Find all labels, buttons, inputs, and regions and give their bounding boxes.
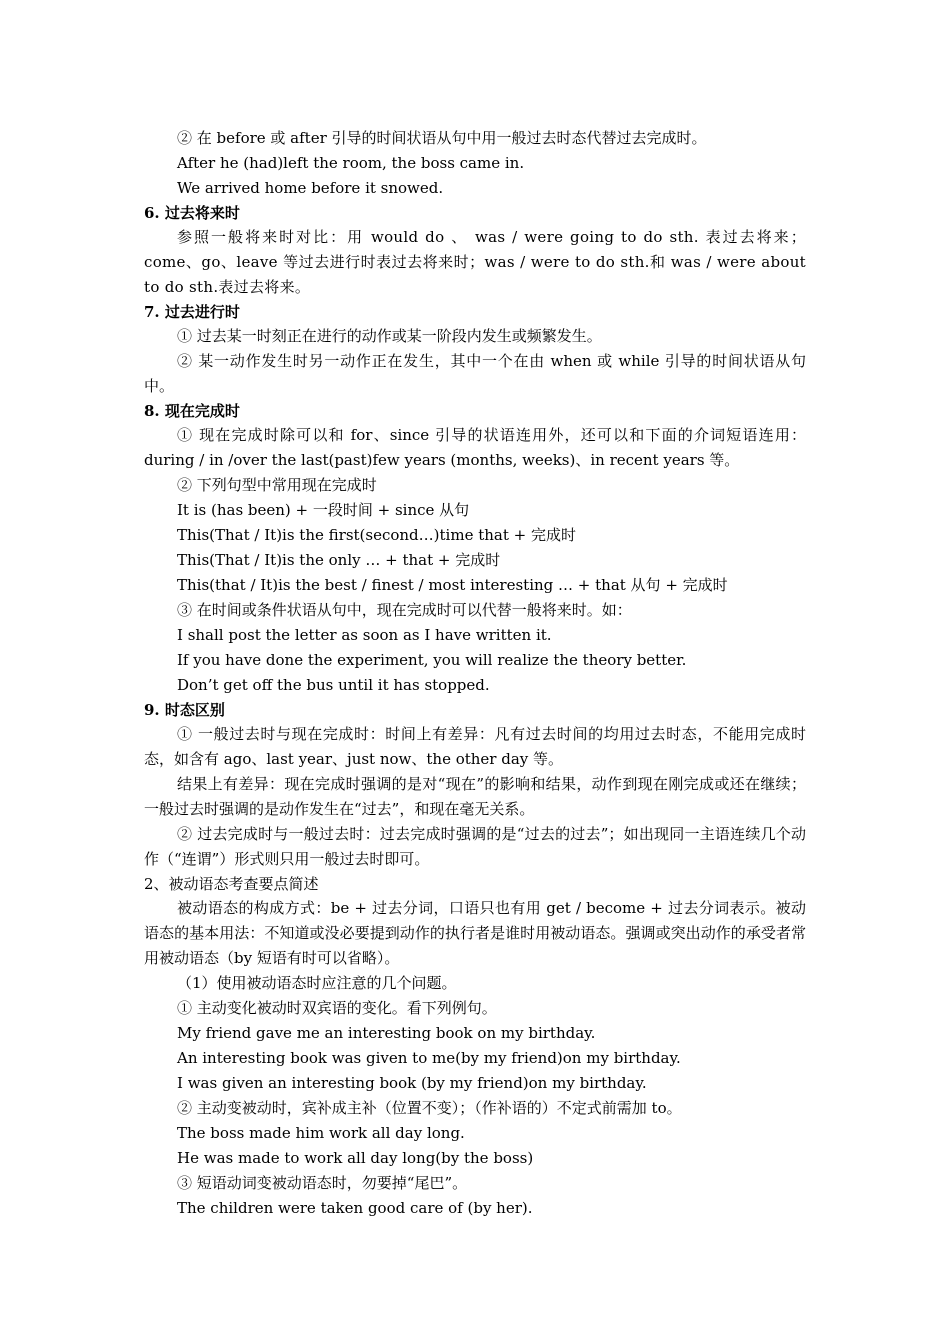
- section-title-passive: 2、被动语态考查要点简述: [144, 875, 319, 893]
- section-heading-8: 8. 现在完成时: [144, 402, 240, 420]
- paragraph: ② 下列句型中常用现在完成时: [177, 476, 377, 494]
- paragraph: 被动语态的构成方式：be + 过去分词，口语只也有用 get / become + 过去分词表示。被动语态的基本用法：不知道或没必要提到动作的执行者是谁时用被动语态。强调或突出动作的承受者常用被动语态（by 短语有时可以省略）。: [144, 899, 806, 967]
- example-sentence: The children were taken good care of (by her).: [177, 1199, 533, 1217]
- sentence-pattern: This(That / It)is the first(second…)time that + 完成时: [177, 526, 576, 544]
- example-sentence: If you have done the experiment, you will realize the theory better.: [177, 651, 687, 669]
- paragraph: ② 过去完成时与一般过去时：过去完成时强调的是“过去的过去”；如出现同一主语连续几个动作（“连谓”）形式则只用一般过去时即可。: [144, 825, 806, 868]
- paragraph: ① 过去某一时刻正在进行的动作或某一阶段内发生或频繁发生。: [177, 327, 602, 345]
- section-heading-9: 9. 时态区别: [144, 701, 225, 719]
- sentence-pattern: This(That / It)is the only … + that + 完成时: [177, 551, 501, 569]
- example-sentence: We arrived home before it snowed.: [177, 179, 444, 197]
- paragraph: ① 一般过去时与现在完成时：时间上有差异：凡有过去时间的均用过去时态，不能用完成时态，如含有 ago、last year、just now、the other day 等。: [144, 725, 806, 768]
- example-sentence: I was given an interesting book (by my friend)on my birthday.: [177, 1074, 647, 1092]
- paragraph: （1）使用被动语态时应注意的几个问题。: [177, 974, 457, 992]
- paragraph: ② 在 before 或 after 引导的时间状语从句中用一般过去时态代替过去完成时。: [177, 129, 707, 147]
- paragraph: ② 主动变被动时，宾补成主补（位置不变）；（作补语的）不定式前需加 to。: [177, 1099, 682, 1117]
- example-sentence: My friend gave me an interesting book on my birthday.: [177, 1024, 596, 1042]
- example-sentence: After he (had)left the room, the boss came in.: [177, 154, 525, 172]
- sentence-pattern: It is (has been) + 一段时间 + since 从句: [177, 501, 470, 519]
- section-heading-6: 6. 过去将来时: [144, 204, 240, 222]
- sentence-pattern: This(that / It)is the best / finest / most interesting … + that 从句 + 完成时: [177, 576, 728, 594]
- document-body: [144, 126, 806, 1221]
- paragraph: ③ 短语动词变被动语态时，勿要掉“尾巴”。: [177, 1174, 468, 1192]
- paragraph: ③ 在时间或条件状语从句中，现在完成时可以代替一般将来时。如：: [177, 601, 632, 619]
- example-sentence: He was made to work all day long(by the boss): [177, 1149, 534, 1167]
- paragraph: ① 现在完成时除可以和 for、since 引导的状语连用外，还可以和下面的介词短语连用：during / in /over the last(past)few years (months, weeks)、in recent years 等。: [144, 426, 806, 469]
- section-heading-7: 7. 过去进行时: [144, 303, 240, 321]
- paragraph: 结果上有差异：现在完成时强调的是对“现在”的影响和结果，动作到现在刚完成或还在继续；一般过去时强调的是动作发生在“过去”，和现在毫无关系。: [144, 775, 806, 818]
- example-sentence: Don’t get off the bus until it has stopped.: [177, 676, 490, 694]
- paragraph: ② 某一动作发生时另一动作正在发生，其中一个在由 when 或 while 引导的时间状语从句中。: [144, 352, 806, 395]
- example-sentence: The boss made him work all day long.: [177, 1124, 465, 1142]
- paragraph: 参照一般将来时对比：用 would do 、 was / were going to do sth. 表过去将来；come、go、leave 等过去进行时表过去将来时；was / were to do sth.和 was / were about to do sth.表过去将来。: [144, 228, 806, 296]
- example-sentence: I shall post the letter as soon as I have written it.: [177, 626, 552, 644]
- paragraph: ① 主动变化被动时双宾语的变化。看下列例句。: [177, 999, 497, 1017]
- example-sentence: An interesting book was given to me(by my friend)on my birthday.: [177, 1049, 681, 1067]
